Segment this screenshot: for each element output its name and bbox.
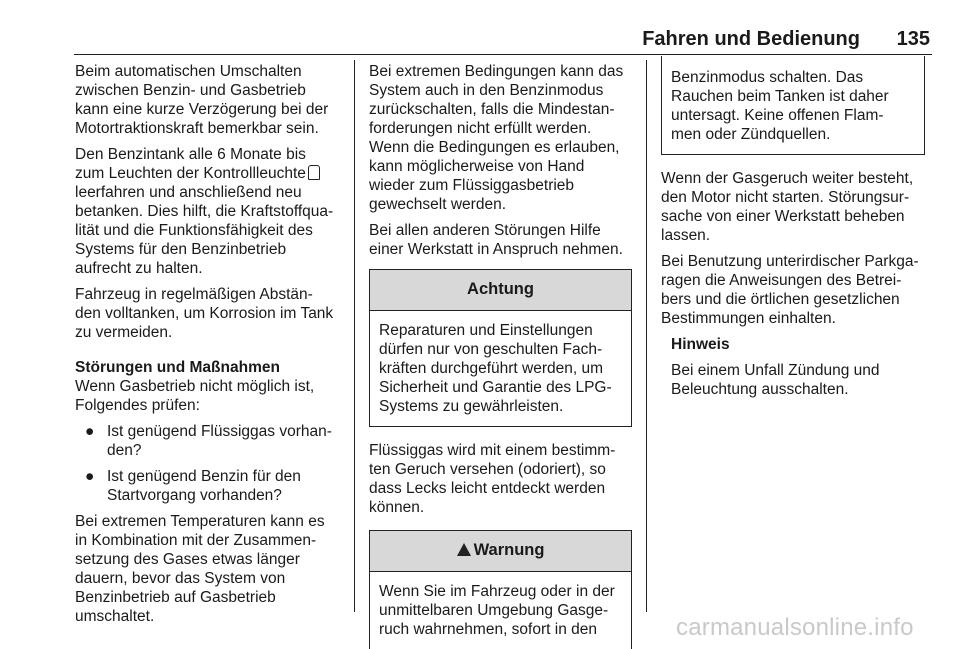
paragraph: Fahrzeug in regelmäßigen Abstän‐ den volltanken, um Korrosion im Tank zu vermeiden. — [75, 286, 334, 341]
paragraph: Beim automatischen Umschalten zwischen Benzin- und Gasbetrieb kann eine kurze Verzögerung bei der Motortraktionskraft bemerkbar sein. — [75, 63, 329, 137]
paragraph: Bei Benutzung unterirdischer Parkga‐ ragen die Anweisungen des Betrei‐ bers und die örtlichen gesetzlichen Bestimmungen einhalten. — [661, 253, 919, 327]
bullet-icon: ● — [85, 468, 95, 485]
paragraph-text: leerfahren und anschließend neu betanken. Dies hilft, die Kraftstoffqua‐ lität und die Funktionsfähigkeit des Systems für den Benzinbetrieb aufrecht zu halten. — [75, 184, 334, 277]
paragraph: Wenn Gasbetrieb nicht möglich ist, Folgendes prüfen: — [75, 378, 315, 414]
warning-text: Wenn Sie im Fahrzeug oder in der unmittelbaren Umgebung Gasge‐ ruch wahrnehmen, sofort in den — [379, 583, 615, 638]
column-divider-2 — [646, 60, 647, 612]
caution-text: Reparaturen und Einstellungen dürfen nur von geschulten Fach‐ kräften durchgeführt werden, um Sicherheit und Garantie des LPG- Systems zu gewährleisten. — [379, 322, 612, 415]
list-item — [75, 467, 347, 505]
paragraph: Wenn der Gasgeruch weiter besteht, den Motor nicht starten. Störungsur‐ sache von einer Werkstatt beheben lassen. — [661, 170, 914, 244]
warning-title: Warnung — [473, 541, 545, 559]
column-1 — [75, 62, 347, 633]
section-heading: Störungen und Maßnahmen — [75, 359, 280, 376]
list-item-text: Ist genügend Benzin für den Startvorgang vorhanden? — [107, 468, 301, 504]
caution-box — [369, 269, 632, 427]
hint-title: Hinweis — [671, 336, 730, 353]
warning-triangle-icon — [457, 543, 471, 556]
column-divider-1 — [354, 60, 355, 612]
paragraph: Bei extremen Temperaturen kann es in Kombination mit der Zusammen‐ setzung des Gases etwas länger dauern, bevor das System von Benzinbetrieb auf Gasbetrieb umschaltet. — [75, 513, 325, 625]
header-divider — [74, 54, 932, 55]
list-item-text: Ist genügend Flüssiggas vorhan‐ den? — [107, 423, 332, 459]
page-number: 135 — [896, 28, 930, 50]
warning-box — [369, 530, 632, 649]
column-3 — [661, 62, 931, 406]
paragraph: Bei extremen Bedingungen kann das System auch in den Benzinmodus zurückschalten, falls die Mindestan‐ forderungen nicht erfüllt werden. Wenn die Bedingungen es erlauben, kann möglicherweise von Hand wieder zum Flüssiggasbetrieb gewechselt werden. — [369, 63, 624, 213]
paragraph-text: Den Benzintank alle 6 Monate bis zum Leuchten der Kontrollleuchte — [75, 146, 306, 182]
hint-text: Bei einem Unfall Zündung und Beleuchtung ausschalten. — [671, 362, 880, 398]
list-item — [75, 422, 347, 460]
paragraph: Bei allen anderen Störungen Hilfe einer Werkstatt in Anspruch nehmen. — [369, 222, 623, 258]
paragraph — [75, 145, 347, 278]
column-2 — [369, 62, 632, 649]
bullet-icon: ● — [85, 423, 95, 440]
fuel-warning-lamp-icon — [308, 165, 320, 180]
caution-title: Achtung — [370, 270, 631, 311]
warning-text-continued: Benzinmodus schalten. Das Rauchen beim Tanken ist daher untersagt. Keine offenen Flam‐ men oder Zündquellen. — [671, 69, 889, 143]
warning-box-continued — [661, 56, 925, 155]
chapter-title: Fahren und Bedienung — [642, 28, 860, 50]
warning-header — [370, 531, 631, 572]
watermark: carmanualsonline.info — [676, 614, 914, 641]
paragraph: Flüssiggas wird mit einem bestimm‐ ten Geruch versehen (odoriert), so dass Lecks leicht entdeckt werden können. — [369, 442, 616, 516]
